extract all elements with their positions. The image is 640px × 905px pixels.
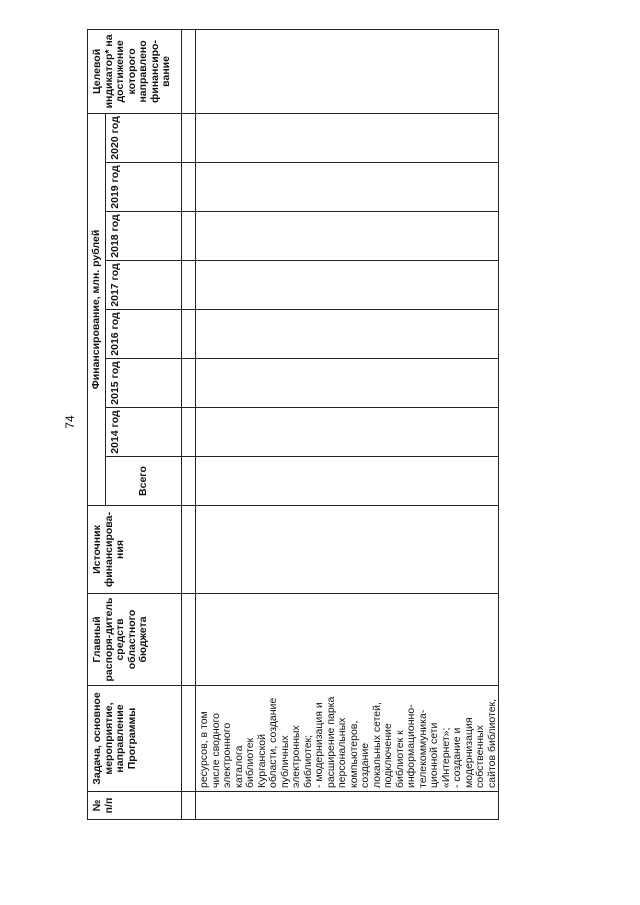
row-year-2015: [196, 359, 499, 408]
row-source: [196, 506, 499, 594]
task-lines: [199, 689, 498, 788]
row-year-2014: [196, 408, 499, 457]
task-line: публичных: [278, 735, 291, 788]
task-line: - модернизация и: [313, 702, 325, 788]
row-year-2016: [196, 310, 499, 359]
task-line: компьютеров,: [347, 720, 360, 788]
task-line: электронного: [221, 722, 233, 788]
header-year-2015: 2015 год: [106, 359, 182, 408]
gap-cell: [182, 310, 196, 359]
header-total: Всего: [106, 457, 182, 506]
gap-cell: [182, 261, 196, 310]
task-line: информационно-: [405, 704, 417, 788]
gap-cell: [182, 359, 196, 408]
task-line: «Интернет»;: [439, 727, 452, 788]
header-num: № п/п: [88, 792, 182, 820]
row-year-2020: [196, 113, 499, 162]
task-line: библиотек к: [393, 730, 406, 788]
task-line: собственных: [474, 725, 486, 788]
task-line: электронных: [290, 725, 302, 788]
row-num: [196, 792, 499, 820]
gap-cell: [182, 212, 196, 261]
financing-table: [87, 29, 499, 820]
gap-cell: [182, 686, 196, 792]
task-line: ционной сети: [428, 722, 440, 788]
task-line: персональных: [336, 717, 348, 788]
gap-cell: [182, 506, 196, 594]
task-line: - создание и: [451, 727, 463, 788]
task-line: сайтов библиотек,: [485, 698, 498, 788]
row-task-cell: [196, 686, 499, 792]
rotated-table-container: [87, 30, 555, 820]
header-source: Источник финансирова-ния: [88, 506, 182, 594]
task-line: телекоммуника-: [416, 709, 429, 788]
task-line: ресурсов, в том: [198, 711, 210, 788]
task-line: Курганской: [255, 734, 268, 788]
gap-cell: [182, 29, 196, 113]
gap-cell: [182, 594, 196, 686]
header-year-2016: 2016 год: [106, 310, 182, 359]
header-indicator: Целевой индикатор* на достижение которого направлено финансиро-вание: [88, 29, 182, 113]
row-year-2019: [196, 163, 499, 212]
header-year-2018: 2018 год: [106, 212, 182, 261]
task-line: библиотек: [244, 737, 256, 788]
header-manager: Главный распоря-дитель средств областного бюджета: [88, 594, 182, 686]
task-line: расширение парка: [324, 696, 337, 788]
gap-cell: [182, 457, 196, 506]
row-year-2018: [196, 212, 499, 261]
gap-cell: [182, 113, 196, 162]
gap-cell: [182, 792, 196, 820]
row-total: [196, 457, 499, 506]
header-year-2020: 2020 год: [106, 113, 182, 162]
gap-cell: [182, 408, 196, 457]
header-year-2014: 2014 год: [106, 408, 182, 457]
header-funding-group: Финансирование, млн. рублей: [88, 113, 106, 505]
task-line: каталога: [232, 745, 245, 788]
header-year-2017: 2017 год: [106, 261, 182, 310]
task-line: модернизация: [462, 717, 475, 788]
page-number: 74: [63, 415, 77, 429]
header-year-2019: 2019 год: [106, 163, 182, 212]
header-task: Задача, основное мероприятие, направление Программы: [88, 686, 182, 792]
row-year-2017: [196, 261, 499, 310]
row-manager: [196, 594, 499, 686]
task-line: подключение: [382, 723, 394, 788]
task-line: числе сводного: [209, 713, 222, 788]
table-row: [196, 29, 499, 819]
row-indicator: [196, 29, 499, 113]
task-line: области, создание: [267, 697, 279, 788]
task-line: локальных сетей,: [370, 702, 383, 788]
task-line: создание: [359, 742, 371, 788]
task-line: библиотек;: [301, 734, 314, 788]
gap-cell: [182, 163, 196, 212]
